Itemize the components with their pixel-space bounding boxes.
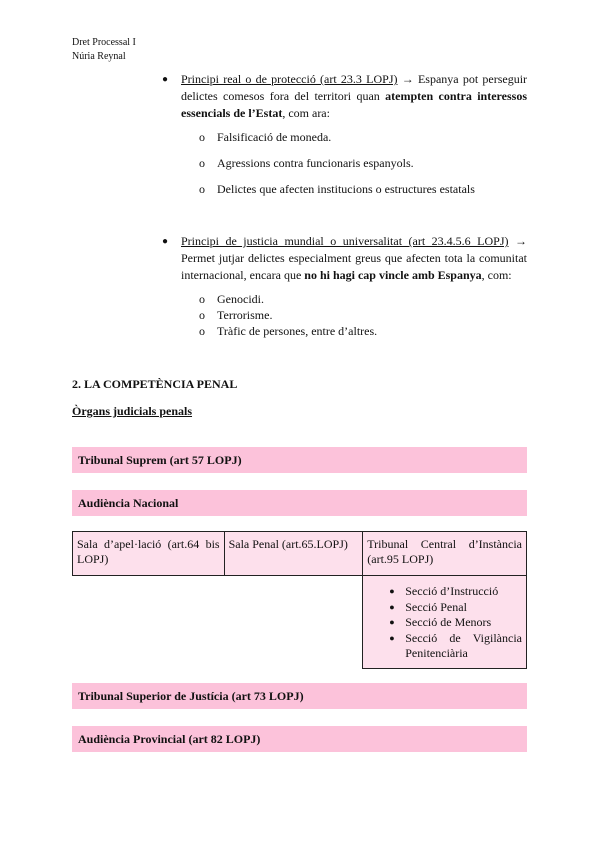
list-item-text: Terrorisme. bbox=[217, 308, 273, 322]
course-title: Dret Processal I bbox=[72, 37, 136, 48]
list-item bbox=[199, 181, 475, 198]
principle-real bbox=[162, 71, 527, 122]
principle-title: Principi de justicia mundial o universalitat (art 23.4.5.6 LOPJ) bbox=[181, 234, 509, 248]
principle-emphasis: no hi hagi cap vincle amb Espanya bbox=[304, 268, 482, 282]
arrow-icon: → bbox=[515, 234, 528, 248]
audiencia-nacional-table bbox=[72, 531, 527, 669]
principle-body: Permet jutjar delictes especialment greus que afecten tota la comunitat internacional, encara que bbox=[181, 251, 527, 282]
sub-bullet-icon: o bbox=[199, 130, 205, 144]
table-row bbox=[73, 576, 527, 669]
cell-tribunal-central: Tribunal Central d’Instància (art.95 LOPJ) bbox=[363, 532, 527, 576]
list-item bbox=[199, 155, 414, 172]
empty-cell bbox=[224, 576, 363, 669]
arrow-icon: → bbox=[401, 72, 414, 86]
bullet-icon: ● bbox=[162, 74, 169, 85]
list-item bbox=[199, 307, 272, 324]
principle-body: Espanya pot perseguir delictes comesos fora del territori quan bbox=[181, 72, 528, 103]
list-item bbox=[199, 323, 377, 340]
list-item-text: Agressions contra funcionaris espanyols. bbox=[217, 156, 414, 170]
principle-body-end: , com ara: bbox=[282, 106, 330, 120]
principle-title: Principi real o de protecció (art 23.3 LOPJ) bbox=[181, 72, 398, 86]
bar-tribunal-superior-justicia: Tribunal Superior de Justícia (art 73 LOPJ) bbox=[72, 683, 527, 709]
cell-sala-penal: Sala Penal (art.65.LOPJ) bbox=[224, 532, 363, 576]
list-item: ● Secció d’Instrucció bbox=[405, 584, 522, 600]
sub-bullet-icon: o bbox=[199, 324, 205, 338]
list-item-text: Delictes que afecten institucions o estructures estatals bbox=[217, 182, 475, 196]
principle-text bbox=[181, 233, 527, 284]
sub-bullet-icon: o bbox=[199, 156, 205, 170]
list-item-text: Genocidi. bbox=[217, 292, 264, 306]
cell-seccions bbox=[363, 576, 527, 669]
principle-text bbox=[181, 71, 527, 122]
bullet-icon: ● bbox=[162, 236, 169, 247]
principle-emphasis: atempten contra interessos essencials de l’Estat bbox=[181, 89, 527, 120]
sub-bullet-icon: o bbox=[199, 292, 205, 306]
sub-bullet-icon: o bbox=[199, 182, 205, 196]
cell-sala-apel-lacio: Sala d’apel·lació (art.64 bis LOPJ) bbox=[73, 532, 225, 576]
seccions-list bbox=[385, 584, 522, 662]
table-row bbox=[73, 532, 527, 576]
bar-audiencia-nacional: Audiència Nacional bbox=[72, 490, 527, 516]
list-item: ● Secció Penal bbox=[405, 600, 522, 616]
author-name: Núria Reynal bbox=[72, 51, 126, 62]
empty-cell bbox=[73, 576, 225, 669]
bar-tribunal-suprem: Tribunal Suprem (art 57 LOPJ) bbox=[72, 447, 527, 473]
bar-audiencia-provincial: Audiència Provincial (art 82 LOPJ) bbox=[72, 726, 527, 752]
list-item-text: Falsificació de moneda. bbox=[217, 130, 332, 144]
section-heading: 2. LA COMPETÈNCIA PENAL bbox=[72, 377, 238, 391]
list-item-text: Tràfic de persones, entre d’altres. bbox=[217, 324, 378, 338]
document-header bbox=[72, 36, 136, 64]
list-item: ● Secció de Menors bbox=[405, 615, 522, 631]
principle-universalitat bbox=[162, 233, 527, 284]
section-subheading: Òrgans judicials penals bbox=[72, 404, 193, 418]
list-item bbox=[199, 129, 331, 146]
list-item bbox=[199, 291, 264, 308]
principle-body-end: , com: bbox=[481, 268, 512, 282]
list-item: ● Secció de Vigilància Penitenciària bbox=[405, 631, 522, 662]
sub-bullet-icon: o bbox=[199, 308, 205, 322]
